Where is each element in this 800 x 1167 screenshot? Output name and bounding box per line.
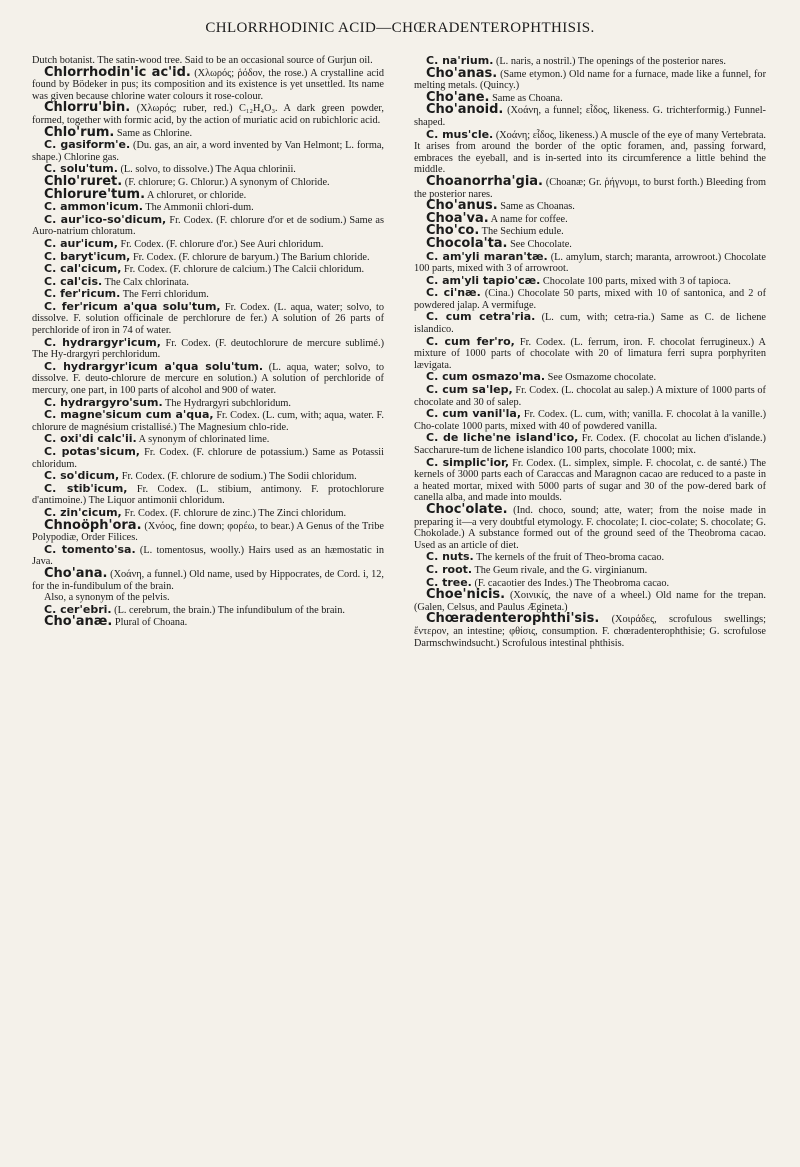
dictionary-entry [32, 214, 384, 238]
entry-headword: C. simplic'ior, [426, 455, 510, 469]
entry-headword: C. cal'cicum, [44, 262, 122, 276]
entry-definition: Fr. Codex. (F. chlorure d'or.) See Auri chloridum. [117, 238, 324, 250]
entry-headword: C. na'rium. [426, 54, 494, 67]
dictionary-entry [32, 517, 384, 544]
entry-headword: C. tree. [426, 575, 472, 589]
dictionary-entry [414, 384, 766, 408]
entry-headword: Choanorrha'gia. [426, 173, 543, 189]
entry-headword: C. root. [426, 562, 473, 576]
entry-definition: (Χνόος, fine down; φορέω, to bear.) A Genus of the Tribe Polypodiæ, Order Filices. [32, 520, 384, 544]
entry-headword: C. nuts. [426, 550, 474, 564]
entry-headword: Chocola'ta. [426, 235, 508, 251]
entry-headword: C. hydrargyro'sum. [44, 395, 163, 409]
entry-headword: C. am'yli tapio'cæ. [426, 273, 541, 287]
dictionary-entry [32, 361, 384, 397]
entry-definition: A name for coffee. [488, 213, 568, 225]
entry-headword: Chlorrhodin'ic ac'id. [44, 64, 191, 80]
entry-headword: Cho'anoid. [426, 102, 504, 118]
entry-definition: (L. cerebrum, the brain.) The infundibulum of the brain. [111, 604, 345, 616]
entry-definition: (L. solvo, to dissolve.) The Aqua chlorinii. [117, 164, 296, 176]
dictionary-entry [32, 409, 384, 433]
dictionary-entry [414, 613, 766, 649]
dictionary-entry [414, 408, 766, 432]
dictionary-entry [414, 432, 766, 456]
entry-headword: Chlorure'tum. [44, 186, 146, 202]
entry-definition: Fr. Codex. (F. chlorure de potassium.) Same as Potassii chloridum. [32, 447, 384, 470]
entry-headword: C. zin'cicum, [44, 505, 122, 519]
entry-definition: Fr. Codex. (F. chocolat au lichen d'islande.) Saccharure-tum de lichene islandico 100 parts, chocolate 1000; mix. [414, 433, 766, 456]
dictionary-entry [414, 311, 766, 335]
entry-definition: Fr. Codex. (F. chlorure d'or et de sodium.) Same as Auro-natrium chloratum. [32, 214, 384, 238]
entry-headword: C. aur'icum, [44, 236, 118, 250]
entry-headword: C. tomento'sa. [44, 542, 136, 556]
entry-definition: Plural of Choana. [112, 617, 188, 629]
entry-definition: Fr. Codex. (L. stibium, antimony. F. protochlorure d'antimoine.) The Liquor antimonii chloridum. [32, 483, 385, 507]
entry-headword: Chlo'ruret. [44, 173, 123, 189]
entry-headword: Chnoöph'ora. [44, 517, 142, 533]
entry-definition: (Du. gas, an air, a word invented by Van Helmont; L. forma, shape.) Chlorine gas. [32, 140, 384, 163]
entry-definition: Also, a synonym of the pelvis. [44, 592, 170, 604]
entry-headword: C. hydrargyr'icum, [44, 335, 161, 349]
entry-definition: See Chocolate. [507, 238, 572, 250]
entry-definition: (L. amylum, starch; maranta, arrowroot.) Chocolate 100 parts, mixed with 3 of arrowroot. [414, 251, 766, 275]
entry-definition: Fr. Codex. (L. simplex, simple. F. chocolat, c. de santé.) The kernels of 3000 parts each of Caraccas and Maragnon cacao are reduced to a paste in a heated mortar, mixed with 5000 parts of sugar and 30 of the pow-dered bark of canella alba, and made into moulds. [414, 457, 767, 504]
entry-definition: Fr. Codex. (F. chlorure de sodium.) The Sodii chloridum. [119, 471, 357, 483]
entry-definition: See Osmazome chocolate. [545, 372, 657, 384]
entry-definition: The Geum rivale, and the G. virginianum. [472, 564, 648, 576]
entry-definition: (F. cacaotier des Indes.) The Theobroma cacao. [471, 577, 670, 589]
entry-headword: C. aur'ico-so'dicum, [44, 212, 167, 226]
entry-definition: Fr. Codex. (F. chlorure de baryum.) The Barium chloride. [130, 251, 370, 263]
entry-definition: Fr. Codex. (L. chocolat au salep.) A mixture of 1000 parts of chocolate and 30 of salep. [414, 385, 766, 408]
entry-headword: C. baryt'icum, [44, 249, 131, 263]
entry-definition: (L. aqua, water; solvo, to dissolve. F. deuto-chlorure de mercure en solution.) A solution of perchloride of mercury, one part, in 100 parts of alcohol and 900 of water. [32, 361, 384, 397]
dictionary-entry [414, 589, 766, 613]
entry-definition: (Χοάνη, a funnel.) Old name, used by Hippocrates, de Cord. i, 12, for the in-fundibulum of the brain. [32, 568, 384, 592]
entry-definition: Fr. Codex. (L. aqua, water; solvo, to dissolve. F. solution officinale de perchlorure de fer.) A solution of 26 parts of perchloride of iron in 74 of water. [32, 301, 384, 337]
dictionary-entry [414, 104, 766, 128]
entry-definition: (Cina.) Chocolate 50 parts, mixed with 10 of santonica, and 2 of powdered jalap. A vermifuge. [414, 288, 766, 311]
entry-definition: Fr. Codex. (L. ferrum, iron. F. chocolat ferrugineux.) A mixture of 1000 parts of chocolate with 20 of limatura ferri supra porphyriten lævigata. [414, 336, 766, 371]
left-column [32, 55, 384, 629]
entry-headword: C. fer'ricum. [44, 287, 121, 301]
entry-definition: (L. cum, with; cetra-ria.) Same as C. de lichene islandico. [414, 312, 766, 336]
entry-definition: Chocolate 100 parts, mixed with 3 of tapioca. [540, 275, 731, 287]
entry-headword: C. am'yli maran'tæ. [426, 249, 548, 263]
entry-definition: The Ammonii chlori-dum. [142, 202, 254, 214]
entry-definition: The Hydrargyri subchloridum. [162, 397, 291, 409]
dictionary-entry [32, 337, 384, 361]
entry-definition: (L. naris, a nostril.) The openings of the posterior nares. [493, 56, 726, 67]
entry-headword: C. cer'ebri. [44, 602, 112, 616]
entry-definition: (Χοάνη, a funnel; εἶδος, likeness. G. trichterformig.) Funnel-shaped. [414, 105, 766, 128]
dictionary-entry [414, 129, 766, 176]
entry-headword: C. mus'cle. [426, 127, 494, 141]
entry-headword: C. ci'næ. [426, 286, 481, 300]
entry-headword: C. cum osmazo'ma. [426, 370, 546, 384]
entry-definition: A synonym of chlorinated lime. [136, 434, 270, 446]
entry-definition: (Χοινικίς, the nave of a wheel.) Old name for the trepan. (Galen, Celsus, and Paulus Ægineta.) [414, 590, 766, 613]
entry-headword: C. solu'tum. [44, 162, 118, 176]
entry-headword: Cho'co. [426, 223, 480, 239]
entry-headword: C. fer'ricum a'qua solu'tum, [44, 299, 221, 313]
entry-headword: C. cum sa'lep, [426, 383, 513, 397]
entry-headword: Chlorru'bin. [44, 100, 131, 116]
entry-headword: Cho'anas. [426, 65, 498, 81]
entry-definition: Same as Choanas. [497, 201, 575, 213]
dictionary-entry [414, 287, 766, 311]
entry-headword: Cho'ane. [426, 89, 490, 105]
entry-headword: C. cal'cis. [44, 274, 103, 288]
entry-headword: C. hydrargyr'icum a'qua solu'tum. [44, 359, 264, 373]
entry-headword: C. so'dicum, [44, 469, 120, 483]
entry-definition: Fr. Codex. (F. chlorure de zinc.) The Zinci chloridum. [121, 507, 347, 519]
entry-headword: C. oxi'di calc'ii. [44, 432, 137, 446]
dictionary-entry [32, 565, 384, 592]
right-column [414, 55, 766, 649]
page-header: CHLORRHODINIC ACID—CHŒRADENTEROPHTHISIS. [205, 20, 595, 36]
entry-headword: Choe'nicis. [426, 587, 506, 603]
entry-headword: C. de liche'ne island'ico, [426, 431, 579, 445]
entry-definition: Fr. Codex. (F. chlorure de calcium.) The Calcii chloridum. [121, 264, 365, 276]
entry-headword: C. gasiform'e. [44, 138, 131, 152]
dictionary-entry [32, 139, 384, 163]
entry-definition: The kernels of the fruit of Theo-broma cacao. [473, 552, 665, 564]
entry-definition: The Sechium edule. [479, 226, 564, 238]
entry-definition: Dutch botanist. The satin-wood tree. Said to be an occasional source of Gurjun oil. [32, 55, 373, 66]
entry-definition: (Χοάνη; εἶδος, likeness.) A muscle of the eye of many Vertebrata. It arises from around the border of the optic foramen, and, passing forward, embraces the eyeball, and is in-serted into its circumference a little behind the middle. [414, 129, 766, 176]
entry-headword: Cho'ana. [44, 565, 108, 581]
dictionary-entry [32, 102, 384, 126]
entry-definition: Same as Chlorine. [114, 127, 193, 139]
entry-definition: (L. tomentosus, woolly.) Hairs used as an hæmostatic in Java. [32, 544, 384, 568]
dictionary-entry [32, 301, 384, 337]
dictionary-entry [32, 544, 384, 568]
entry-headword: C. cum vanil'la, [426, 407, 522, 421]
dictionary-entry [32, 64, 384, 103]
entry-headword: Chœradenterophthi'sis. [426, 611, 600, 627]
entry-headword: Choc'olate. [426, 501, 508, 517]
entry-definition: Fr. Codex. (F. deutochlorure de mercure sublimé.) The Hy-drargyri perchloridum. [32, 337, 384, 361]
entry-definition: A chloruret, or chloride. [145, 189, 247, 201]
dictionary-entry [414, 336, 766, 372]
entry-headword: C. potas'sicum, [44, 445, 140, 458]
dictionary-entry [32, 616, 384, 629]
dictionary-entry [414, 65, 766, 92]
entry-headword: C. cum fer'ro, [426, 334, 515, 348]
dictionary-entry [414, 251, 766, 275]
entry-definition: Fr. Codex. (L. cum, with; aqua, water. F. chlorure de magnésium cristallisé.) The Magnesium chlo-ride. [32, 410, 385, 433]
dictionary-entry [414, 173, 766, 200]
entry-definition: (Same etymon.) Old name for a furnace, made like a funnel, for melting metals. (Quincy.) [414, 68, 766, 92]
dictionary-entry [32, 483, 384, 507]
entry-definition: (Ind. choco, sound; atte, water; from the noise made in preparing it—a very doubtful etymology. F. chocolate; I. cioc-colate; S. chocolate; G. Chokolade.) A substance formed out of the ground seed of the Theobroma cacao. Used as an article of diet. [414, 504, 766, 551]
entry-definition: (Χλωρός; ῥόδον, the rose.) A crystalline acid found by Bödeker in pus; its composition and its existence is yet unsettled. Its name was given because chlorine water colours it rose-colour. [32, 67, 384, 102]
dictionary-entry [414, 457, 766, 504]
entry-headword: Cho'anæ. [44, 614, 113, 630]
entry-definition: (Χλωρός; ruber, red.) C₁₂H₄O₃. A dark green powder, formed, together with formic acid, by the action of muriatic acid on rubichloric acid. [32, 103, 384, 126]
entry-definition: (Χοιράδες, scrofulous swellings; ἔντερον, an intestine; φθίσις, consumption. F. chœradenterophthisie; G. scrofulose Darmschwindsucht.) Scrofulous intestinal phthisis. [414, 614, 766, 649]
entry-headword: C. ammon'icum. [44, 200, 143, 214]
entry-definition: (Choanæ; Gr. ῥήγνυμι, to burst forth.) Bleeding from the posterior nares. [414, 176, 766, 200]
entry-definition: (F. chlorure; G. Chlorur.) A synonym of Chloride. [122, 176, 330, 188]
entry-headword: C. magne'sicum cum a'qua, [44, 408, 214, 422]
entry-definition: The Ferri chloridum. [120, 289, 209, 301]
dictionary-entry [414, 501, 766, 551]
entry-headword: Choa'va. [426, 210, 489, 226]
entry-definition: Same as Choana. [489, 92, 563, 104]
entry-definition: Fr. Codex. (L. cum, with; vanilla. F. chocolat à la vanille.) Cho-colate 1000 parts, mixed with 40 of powdered vanilla. [414, 409, 766, 432]
entry-headword: C. cum cetra'ria. [426, 310, 536, 324]
entry-headword: Chlo'rum. [44, 124, 115, 140]
dictionary-entry [32, 446, 384, 470]
entry-headword: C. stib'icum, [44, 481, 128, 495]
entry-definition: The Calx chlorinata. [102, 276, 189, 288]
entry-headword: Cho'anus. [426, 198, 498, 214]
